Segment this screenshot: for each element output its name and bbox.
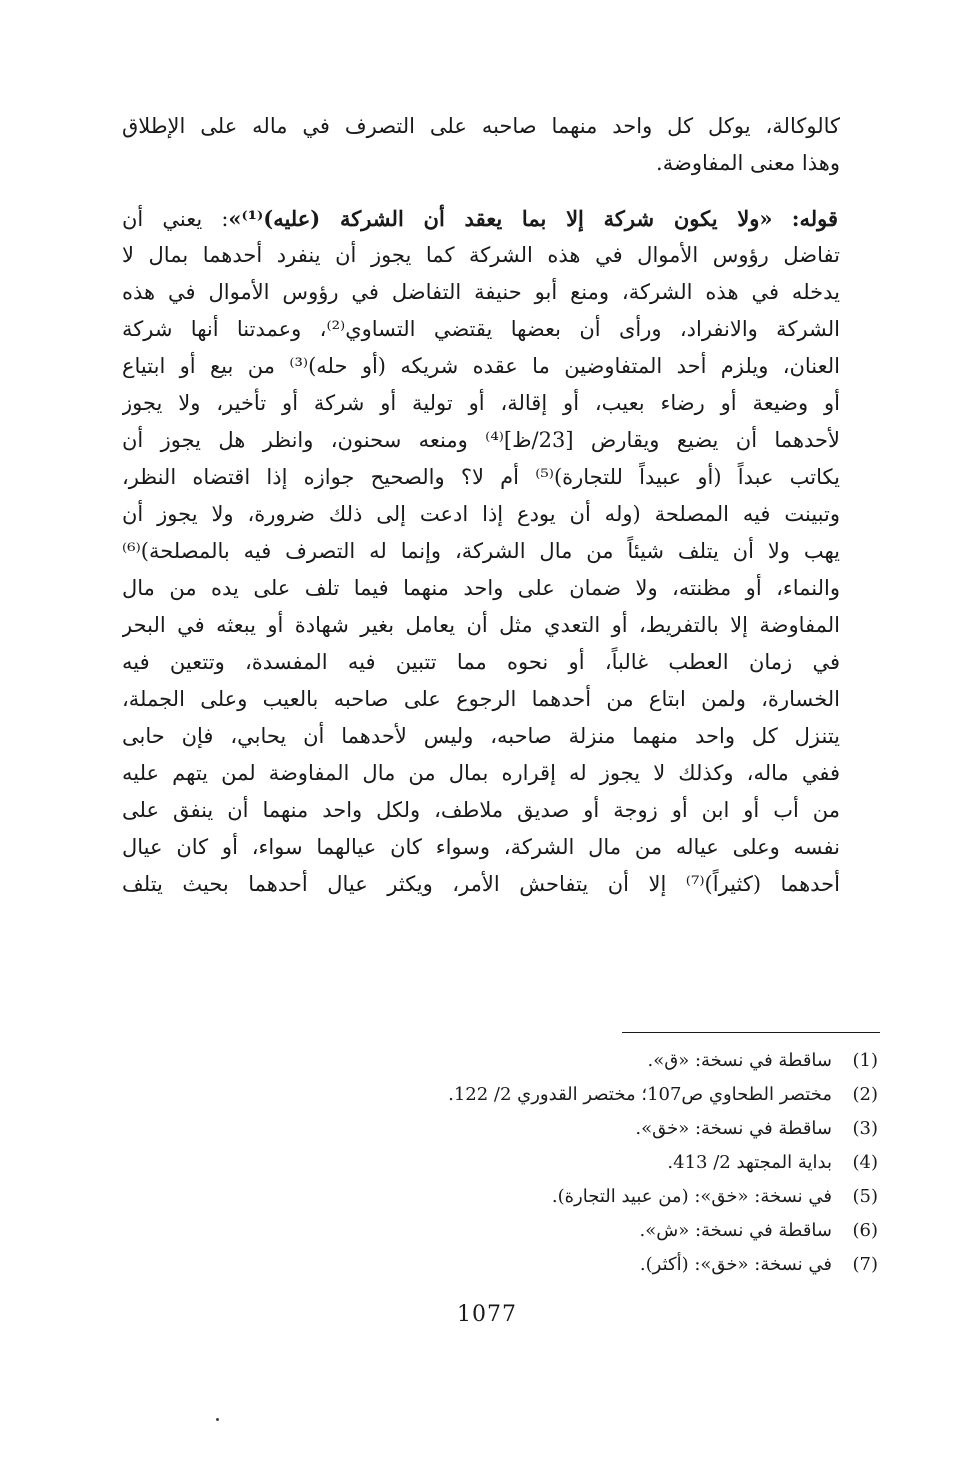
text-line: الشركة والانفراد، ورأى أن بعضها يقتضي التساوي⁽²⁾، وعمدتنا أنها شركة — [122, 317, 840, 341]
scan-speck — [216, 1418, 219, 1421]
text-run: : يعني أن — [122, 207, 229, 231]
text-line: وتبينت فيه المصلحة (وله أن يودع إذا ادعت إلى ذلك ضرورة، ولا يجوز أن — [122, 502, 840, 526]
text-line: يهب ولا أن يتلف شيئاً من مال الشركة، وإنما له التصرف فيه بالمصلحة)⁽⁶⁾ — [122, 539, 840, 563]
footnote-text: ساقطة في نسخة: «ق». — [647, 1050, 832, 1071]
footnote-number: (6) — [852, 1220, 878, 1241]
text-line: والنماء، أو مظنته، ولا ضمان على واحد منهما فيما تلف على يده من مال — [122, 576, 840, 600]
text-line: أو وضيعة أو رضاء بعيب، أو إقالة، أو تولية أو شركة أو تأخير، ولا يجوز — [122, 391, 840, 415]
text-line: يدخله في هذه الشركة، ومنع أبو حنيفة التفاضل في رؤوس الأموال في هذه — [122, 280, 840, 304]
text-line: نفسه وعلى عياله من مال الشركة، وسواء كان عيالهما سواء، أو كان عيال — [122, 835, 840, 859]
footnote-number: (1) — [852, 1050, 878, 1071]
footnote-text: في نسخة: «خق»: (من عبيد التجارة). — [551, 1186, 832, 1207]
text-line: لأحدهما أن يضيع ويقارض [23/ظ]⁽⁴⁾ ومنعه سحنون، وانظر هل يجوز أن — [122, 428, 840, 452]
text-line: المفاوضة إلا بالتفريط، أو التعدي مثل أن يعامل بغير شهادة أو يبعثه في البحر — [122, 613, 840, 637]
footnote-number: (4) — [852, 1152, 878, 1173]
text-line: يكاتب عبداً (أو عبيداً للتجارة)⁽⁵⁾ أم لا؟ والصحيح جوازه إذا اقتضاه النظر، — [122, 465, 840, 489]
footnote-number: (2) — [852, 1084, 878, 1105]
footnote-text: مختصر الطحاوي ص107؛ مختصر القدوري 2/ 122. — [448, 1084, 832, 1105]
footnote-number: (5) — [852, 1186, 878, 1207]
text-line: أحدهما (كثيراً)⁽⁷⁾ إلا أن يتفاحش الأمر، ويكثر عيال أحدهما بحيث يتلف — [122, 872, 840, 896]
footnote-7 — [318, 1248, 878, 1282]
footnote-divider — [622, 1032, 880, 1033]
footnote-number: (7) — [852, 1254, 878, 1275]
footnote-text: في نسخة: «خق»: (أكثر). — [639, 1254, 832, 1275]
text-line: من أب أو ابن أو زوجة أو صديق ملاطف، ولكل واحد منهما أن ينفق على — [122, 798, 840, 822]
text-line: كالوكالة، يوكل كل واحد منهما صاحبه على التصرف في ماله على الإطلاق — [122, 114, 840, 138]
footnote-text: ساقطة في نسخة: «خق». — [635, 1118, 832, 1139]
footnote-2 — [318, 1078, 878, 1112]
footnote-text: بداية المجتهد 2/ 413. — [667, 1152, 832, 1173]
footnote-5 — [318, 1180, 878, 1214]
text-line: تفاضل رؤوس الأموال في هذه الشركة كما يجوز أن ينفرد أحدهما بمال لا — [122, 243, 840, 267]
paragraph-2 — [122, 200, 840, 903]
page-number: 1077 — [457, 1302, 517, 1327]
main-text — [122, 108, 840, 903]
footnote-text: ساقطة في نسخة: «ش». — [639, 1220, 832, 1241]
quote-label: قوله: — [791, 206, 838, 231]
text-line: يتنزل كل واحد منهما منزلة صاحبه، وليس لأحدهما أن يحابي، فإن حابى — [122, 724, 840, 748]
paragraph-1 — [122, 108, 840, 182]
text-line: وهذا معنى المفاوضة. — [656, 151, 840, 175]
footnotes — [318, 1044, 878, 1282]
text-line: في زمان العطب غالباً، أو نحوه مما تتبين فيه المفسدة، وتتعين فيه — [122, 650, 840, 674]
text-line: ففي ماله، وكذلك لا يجوز له إقراره بمال من مال المفاوضة لمن يتهم عليه — [122, 761, 840, 785]
text-line-lead — [122, 200, 840, 237]
footnote-4 — [318, 1146, 878, 1180]
footnote-3 — [318, 1112, 878, 1146]
footnote-6 — [318, 1214, 878, 1248]
text-line: العنان، ويلزم أحد المتفاوضين ما عقده شريكه (أو حله)⁽³⁾ من بيع أو ابتياع — [122, 354, 840, 378]
text-line: الخسارة، ولمن ابتاع من أحدهما الرجوع على صاحبه بالعيب وعلى الجملة، — [122, 687, 840, 711]
footnote-1 — [318, 1044, 878, 1078]
quoted-text: «ولا يكون شركة إلا بما يعقد أن الشركة (عليه)⁽¹⁾» — [228, 206, 773, 231]
footnote-number: (3) — [852, 1118, 878, 1139]
